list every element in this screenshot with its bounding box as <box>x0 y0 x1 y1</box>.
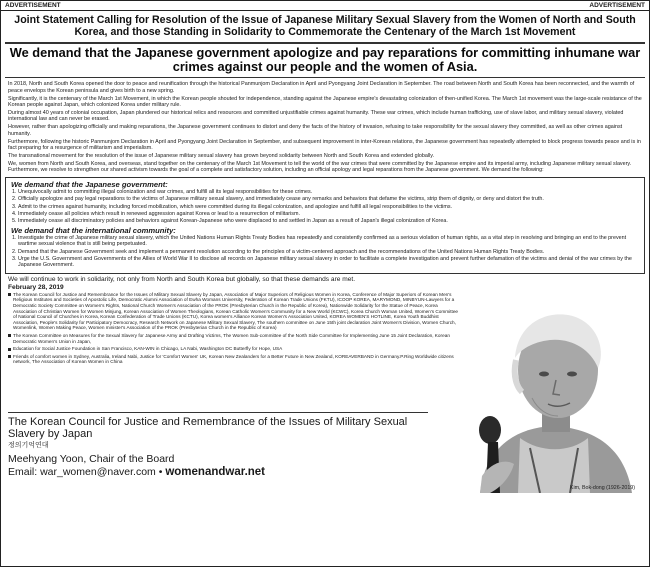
intl-demands-heading: We demand that the international community: <box>11 225 176 235</box>
intro-paragraph: We, women from North and South Korea, and overseas, stand together on the centenary of the March 1st Movement to tell the world of the war crimes that were committed by the Japanese empire and its imperial army, including Japanese military sexual slavery. Furthermore, we resolve to strengthen our shared activism towards the goal of a complete and satisfactory solution, including an official apology and legal reparations from the Japanese government. We demand the following: <box>8 160 632 174</box>
council-name: The Korean Council for Justice and Remembrance of the Issues of Military Sexual Slavery by Japan <box>8 415 408 441</box>
demand-item: 3. Urge the U.S. Government and Governments of the Allies of World War II to disclose all records on Japanese military sexual slavery in order to facilitate a complete investigation and prevent further defamation of the victims and denial of the war crimes by the Japanese Government. <box>18 256 639 269</box>
organization-group: The Korean Council for Justice and Remembrance for the Issues of Military Sexual Slavery by Japan, Association of Major Superiors of Religious Women in Korea, Conference of Major Superiors of Korean Men's Religious Institutes and Societies of Apostolic Life, Democratic Alumni Association of Ewha Womans University, Federation of Korean Trade Unions (FKTU), ICOOP KOREA, MARYMOND, MINBYUN-Lawyers for a Democratic Society Committee on Women's Rights, National Church Women's Association of the PROK (Presbyterian Church in the Republic of Korea), Nationwide Solidarity for the Statue of Peace, Korea Association of Christian Women for Women Minjung, Korean Association of Women Theologians, Korean Catholic Women's Community for a New World (KCWC), Korea Church Woman United, Women's Committee of National Council of Churches in Korea, Korean Confederation of Trade Unions (KCTU), Korea women's Alliance Korean Women's Association United, KOREA WOMEN'S HOTLINE, Korea Youth Buddhist Association, People's Solidarity for Participatory Democracy, Research Network on Japanese Military Sexual Slavery, The southern committee on June 15th joint declaration Joint Women's Division, Women Church, Womenlink, Women Making Peace, Women minister's Association of the PROK (Presbyterian Church in the Republic of Korea) <box>8 292 460 331</box>
demand-item: 2. Demand that the Japanese Government seek and implement a permanent resolution according to the principles of a victim-centered approach and the recommendations of the United Nations Human Rights Treaty Bodies. <box>18 249 639 255</box>
demand-item: 1. Unequivocally admit to committing illegal colonization and war crimes, and fulfill all its legal responsibilities for these crimes. <box>18 189 639 195</box>
intro-paragraph: However, rather than apologizing officially and making reparations, the Japanese government continues to distort and deny the facts of the history of invasion, refusing to take responsibility for the sexual slavery they committed, as well as other crimes against humanity. <box>8 124 623 137</box>
organization-group: Education for Social Justice Foundation in San Francisco, KAN-WIN in Chicago, LA Nabi, Washington DC Butterfly for Hope, USA <box>8 346 460 352</box>
japan-demands-heading: We demand that the Japanese government: <box>11 179 168 189</box>
photo-caption: Kim, Bok-dong (1926-2019) <box>569 484 635 491</box>
demand-item: 5. Immediately cease all discriminatory policies and behaviors against Korean-Japanese who were displaced to and settled in Japan as a result of Japan's illegal colonization of Korea. <box>18 218 639 224</box>
website-link[interactable]: womenandwar.net <box>165 465 266 478</box>
advertisement-bar <box>1 1 649 11</box>
solidarity-line: We will continue to work in solidarity, not only from North and South Korea but globally, so that these demands are met. <box>8 275 356 283</box>
demand-item: 3. Admit to the crimes against humanity, including forced mobilization, which were committed during its illegal colonization, and apologize and fulfill all legal responsibilities to the victims. <box>18 204 639 210</box>
intl-demands-list <box>11 235 639 269</box>
council-signature <box>8 412 428 479</box>
organization-group: The Korean Committee on Measures for the Sexual Slavery for Japanese Army and Drafting Victims, The Women Sub-committee of the North Side Committee for Implementing June 15 Joint Declaration, Korean Democratic Women's Union in Japan, <box>8 333 460 344</box>
signatories-section <box>1 292 649 497</box>
demand-item: 1. Investigate the crime of Japanese military sexual slavery, which the United Nations Human Rights Treaty Bodies has repeatedly and consistently confirmed as a serious violation of human rights, as a vital step in resolving and bringing an end to the prevent wartime sexual violence that is still being perpetuated. <box>18 235 639 248</box>
demands-box <box>5 177 645 274</box>
demand-item: 4. Immediately cease all policies which result in renewed aggression against Korea or lead to a resurrection of militarism. <box>18 211 639 217</box>
contact-line <box>8 466 428 479</box>
japan-demands-list <box>11 189 639 225</box>
organization-group: Friends of comfort women in Sydney, Australia, Ireland Nabi, Justice for 'Comfort Women' UK, Korean New Zealanders for a Better Future in New Zealand, KOREAVERBAND in Germany.P.Ring Worldwide citizens network, The Association of Korean Women in China <box>8 354 460 365</box>
contact-email[interactable]: Email: war_women@naver.com <box>8 465 156 478</box>
demand-banner: We demand that the Japanese government apologize and pay reparations for committing inhumane war crimes against our people and the women of Asia. <box>5 42 645 78</box>
intro-paragraph: During almost 40 years of colonial occupation, Japan plundered our historical relics and resources and committed unjustifiable crimes against humanity. These war crimes, which include human trafficking, use of slave labor, and military sexual slavery, violated international law and can never be erased. <box>8 110 624 123</box>
organization-list <box>8 292 460 367</box>
advertisement-label-left: ADVERTISEMENT <box>5 2 61 9</box>
intro-paragraph: Furthermore, following the historic Panmunjom Declaration in April and Pyongyang Joint Declaration in September, and subsequent improvement in inter-Korean relations, the Japanese government has repeatedly attempted to block progress towards peace and is in fact preparing for a resurgence of militarism and imperialism. <box>8 138 641 152</box>
advertisement-label-right: ADVERTISEMENT <box>589 2 645 9</box>
council-korean-name: 정의기억연대 <box>8 441 49 449</box>
intro-paragraph: The transnational movement for the resolution of the issue of Japanese military sexual slavery has grown beyond solidarity between North and South Korea and extended globally. <box>8 152 435 159</box>
statement-title: Joint Statement Calling for Resolution of the Issue of Japanese Military Sexual Slavery from the Women of North and South Korea, and those Standing in Solidarity to Commemorate the Centenary of the March 1st Movement <box>14 14 636 39</box>
statement-date: February 28, 2019 <box>8 283 64 291</box>
intro-paragraph: In 2018, North and South Korea opened the door to peace and reunification through the historical Panmunjom Declaration in April and Pyongyang Joint Declaration in September. The road between North and South Korea has been reconnected, and the warmth of peace envelops the Korean peninsula and gives birth to a new spring. <box>8 81 635 94</box>
contact-separator: • <box>158 465 163 478</box>
council-chair: Meehyang Yoon, Chair of the Board <box>8 452 175 465</box>
demand-item: 2. Officially apologize and pay legal reparations to the victims of Japanese military sexual slavery, and immediately cease any remarks and behaviors that defame the victims, strip them of dignity, or deny and distort the truth. <box>18 196 639 202</box>
portrait-photo <box>460 288 645 493</box>
intro-paragraph: Significantly, it is the centenary of the March 1st Movement, in which the Korean people shouted for independence, standing against the Japanese empire's devastating colonization of then-unified Korea. The March 1st movement was the large-scale resistance of the Korean people against Japan, which colonized Korea under military rule. <box>8 95 642 109</box>
intro-text <box>1 78 649 173</box>
